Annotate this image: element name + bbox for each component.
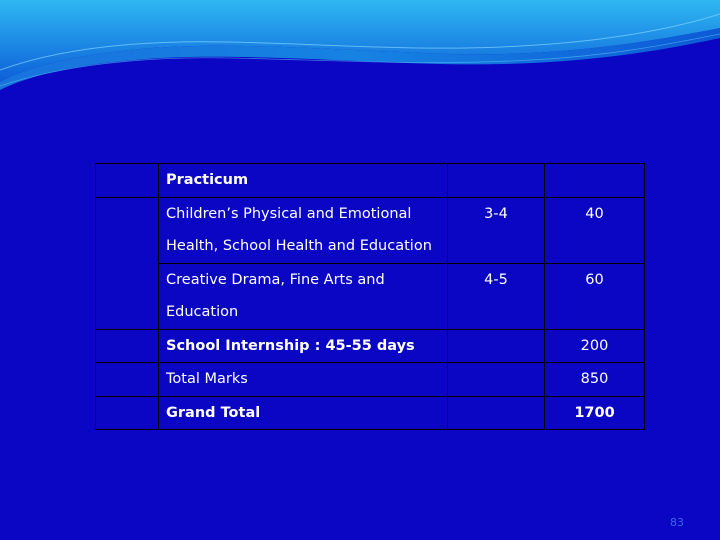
range-cell (448, 363, 545, 397)
marks-value: 40 (585, 205, 604, 222)
marks-cell (545, 263, 645, 329)
empty-cell (96, 363, 159, 397)
marks-value: 60 (585, 271, 604, 288)
empty-cell (96, 329, 159, 363)
row-label-line: Creative Drama, Fine Arts and (166, 271, 385, 288)
header-wave-decoration (0, 0, 720, 110)
empty-cell (96, 197, 159, 329)
empty-cell (96, 164, 159, 198)
range-cell (448, 263, 545, 329)
marks-cell: 200 (545, 329, 645, 363)
marks-cell (545, 164, 645, 198)
table-row (96, 197, 645, 263)
row-label (159, 197, 448, 263)
empty-cell (96, 396, 159, 430)
table-row (96, 363, 645, 397)
row-label-line: Health, School Health and Education (166, 238, 432, 254)
range-cell (448, 164, 545, 198)
table-row (96, 329, 645, 363)
range-cell (448, 197, 545, 263)
range-cell (448, 329, 545, 363)
row-label: School Internship : 45-55 days (159, 329, 448, 363)
curriculum-table (95, 163, 645, 430)
range-value: 4-5 (484, 271, 508, 288)
row-label: Grand Total (159, 396, 448, 430)
row-label: Total Marks (159, 363, 448, 397)
table-row (96, 263, 645, 329)
row-label-line: Education (166, 304, 239, 320)
row-label-line: Children’s Physical and Emotional (166, 205, 412, 222)
table-row (96, 396, 645, 430)
marks-cell: 1700 (545, 396, 645, 430)
row-label (159, 263, 448, 329)
range-cell (448, 396, 545, 430)
page-number: 83 (670, 516, 684, 529)
marks-cell: 850 (545, 363, 645, 397)
marks-cell (545, 197, 645, 263)
table-row (96, 164, 645, 198)
range-value: 3-4 (484, 205, 508, 222)
row-label: Practicum (159, 164, 448, 198)
